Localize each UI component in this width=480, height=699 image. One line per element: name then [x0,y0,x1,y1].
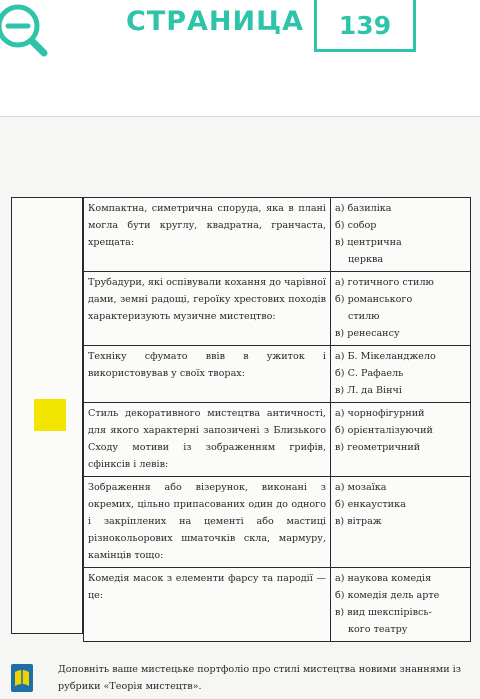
answer-option-label: а) наукова комедія [335,573,432,584]
answer-option-label: в) центрична [335,237,402,248]
answer-option[interactable] [335,439,466,456]
answer-option-continuation: кого театру [348,624,408,635]
question-text: Стиль декоративного мистецтва античності, для якого характерні запозичені з Близького Сходу мотиви із зображенням грифів, сфінксів і левів: [84,403,331,477]
page-top-divider [0,116,480,117]
answer-option[interactable] [335,291,466,325]
answer-options [331,346,471,403]
answer-option[interactable] [335,604,466,638]
page-label: СТРАНИЦА [126,6,305,37]
table-row [84,346,471,403]
question-text: Компактна, симетрична споруда, яка в плані могла бути круглу, квадратна, гранчаста, хрещата: [84,198,331,272]
answer-option-label: а) чорнофігурний [335,408,425,419]
answer-option[interactable] [335,570,466,587]
answer-option[interactable] [335,325,466,342]
answer-option[interactable] [335,348,466,365]
answer-option-label: б) комедія дель арте [335,590,440,601]
answer-option[interactable] [335,382,466,399]
answer-option-label: а) базиліка [335,203,392,214]
answer-option-label: а) Б. Мікеланджело [335,351,436,362]
answer-option-label: в) вид шекспірівсь- [335,607,432,618]
answer-options [331,477,471,568]
answer-option[interactable] [335,422,466,439]
answer-option-continuation: стилю [348,311,380,322]
footer-instruction: Доповніть ваше мистецьке портфоліо про стилі мистецтва новими знаннями із рубрики «Теорія мистецтв». [58,664,461,692]
answer-options [331,198,471,272]
answer-option[interactable] [335,217,466,234]
question-text: Комедія масок з елементи фарсу та пародії — це: [84,568,331,642]
answer-option-label: в) геометричний [335,442,421,453]
answer-option-label: б) енкаустика [335,499,406,510]
answer-option-label: в) ренесансу [335,328,400,339]
answer-option-label: в) Л. да Вінчі [335,385,402,396]
question-text: Техніку сфумато ввів в ужиток і використовував у своїх творах: [84,346,331,403]
page-number-box[interactable]: 139 [314,0,416,52]
answer-option[interactable] [335,513,466,530]
answer-option-label: а) готичного стилю [335,277,434,288]
answer-option[interactable] [335,234,466,268]
table-row [84,568,471,642]
answer-option[interactable] [335,274,466,291]
answer-option-label: б) романського [335,294,413,305]
answer-option-label: в) вітраж [335,516,382,527]
answer-option-continuation: церква [348,254,384,265]
question-text: Зображення або візерунок, виконані з окремих, цільно припасованих один до одного і закріплених на цементі або мастиці різнокольорових шматочків скла, мармуру, камінців тощо: [84,477,331,568]
portfolio-icon [11,664,33,692]
answer-option[interactable] [335,496,466,513]
answer-options [331,568,471,642]
answer-option-label: а) мозаїка [335,482,387,493]
table-row [84,198,471,272]
answer-option[interactable] [335,365,466,382]
answer-option-label: б) С. Рафаель [335,368,404,379]
table-row [84,477,471,568]
answer-option-label: б) орієнталізуючий [335,425,433,436]
yellow-marker [34,399,66,431]
answer-option[interactable] [335,587,466,604]
answer-option-label: б) собор [335,220,377,231]
answer-option[interactable] [335,200,466,217]
header [0,0,480,70]
answer-options [331,403,471,477]
zoom-out-icon[interactable] [0,2,52,58]
quiz-table [83,197,471,642]
answer-options [331,272,471,346]
table-row [84,272,471,346]
question-text: Трубадури, які оспівували кохання до чарівної дами, земні радощі, героїку хрестових походів характеризують музичне мистецтво: [84,272,331,346]
table-row [84,403,471,477]
answer-option[interactable] [335,405,466,422]
answer-option[interactable] [335,479,466,496]
